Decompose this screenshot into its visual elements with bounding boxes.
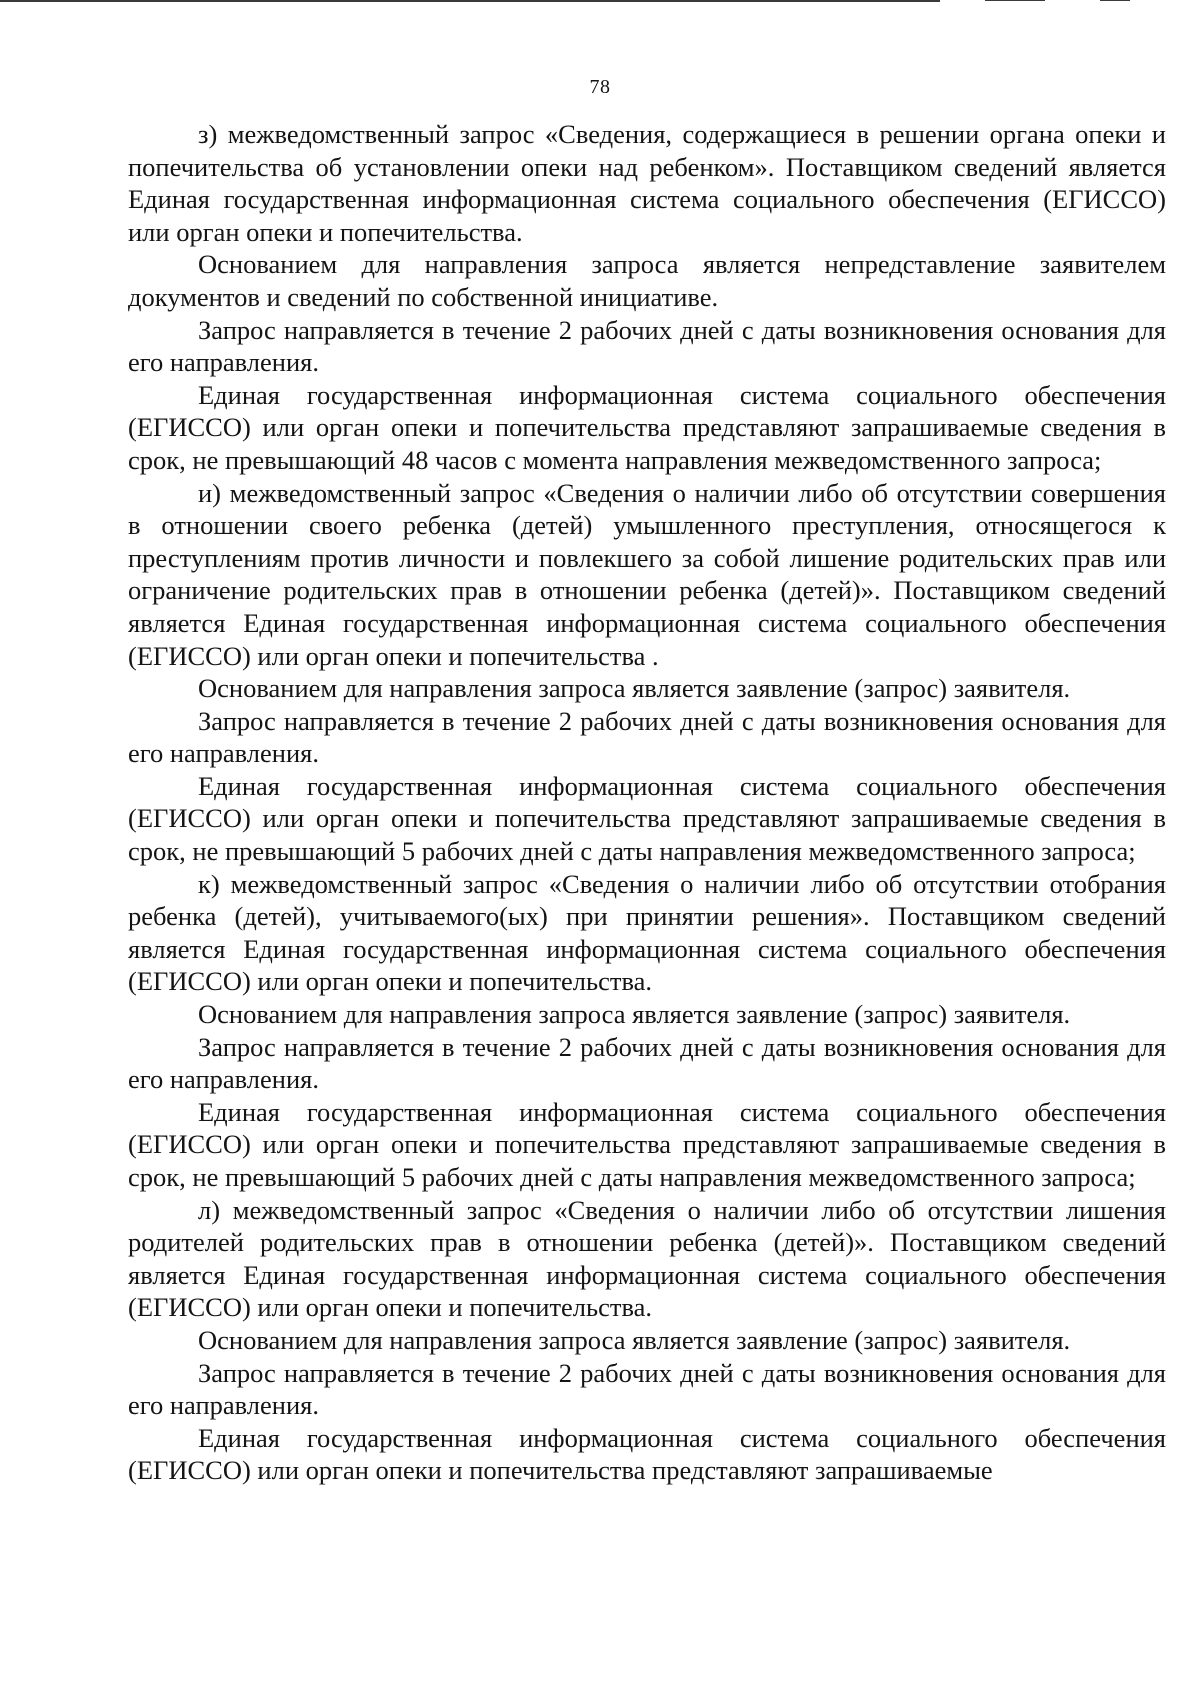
- scan-border-line: [985, 0, 1045, 1]
- paragraph-deadline: Запрос направляется в течение 2 рабочих дней с даты возникновения основания для его направления.: [128, 1357, 1166, 1421]
- scan-border-line: [0, 0, 940, 2]
- paragraph-deadline: Запрос направляется в течение 2 рабочих дней с даты возникновения основания для его направления.: [128, 314, 1166, 378]
- paragraph-response-term: Единая государственная информационная система социального обеспечения (ЕГИССО) или орган опеки и попечительства представляют запрашиваемые сведения в срок, не превышающий 5 рабочих дней с даты направления межведомственного запроса;: [128, 770, 1166, 867]
- paragraph-item-k: к) межведомственный запрос «Сведения о наличии либо об отсутствии отобрания ребенка (детей), учитываемого(ых) при принятии решения». Поставщиком сведений является Единая государственная информационная система социального обеспечения (ЕГИССО) или орган опеки и попечительства.: [128, 868, 1166, 997]
- document-body: [128, 118, 1166, 1487]
- paragraph-item-i: и) межведомственный запрос «Сведения о наличии либо об отсутствии совершения в отношении своего ребенка (детей) умышленного преступления, относящегося к преступлениям против личности и повлекшего за собой лишение родительских прав или ограничение родительских прав в отношении ребенка (детей)». Поставщиком сведений является Единая государственная информационная система социального обеспечения (ЕГИССО) или орган опеки и попечительства .: [128, 477, 1166, 671]
- paragraph-basis: Основанием для направления запроса является заявление (запрос) заявителя.: [198, 999, 1071, 1030]
- paragraph-response-term: Единая государственная информационная система социального обеспечения (ЕГИССО) или орган опеки и попечительства представляют запрашиваемые сведения в срок, не превышающий 48 часов с момента направления межведомственного запроса;: [128, 379, 1166, 475]
- paragraph-deadline: Запрос направляется в течение 2 рабочих дней с даты возникновения основания для его направления.: [128, 1031, 1166, 1095]
- page-number: 78: [589, 76, 611, 98]
- paragraph-basis: Основанием для направления запроса является непредставление заявителем документов и сведений по собственной инициативе.: [128, 249, 1166, 312]
- paragraph-basis: Основанием для направления запроса является заявление (запрос) заявителя.: [198, 673, 1071, 704]
- paragraph-item-l: л) межведомственный запрос «Сведения о наличии либо об отсутствии лишения родителей родительских прав в отношении ребенка (детей)». Поставщиком сведений является Единая государственная информационная система социального обеспечения (ЕГИССО) или орган опеки и попечительства.: [128, 1194, 1166, 1323]
- paragraph-deadline: Запрос направляется в течение 2 рабочих дней с даты возникновения основания для его направления.: [128, 705, 1166, 769]
- scan-border-line: [1100, 0, 1130, 1]
- paragraph-item-z: з) межведомственный запрос «Сведения, содержащиеся в решении органа опеки и попечительства об установлении опеки над ребенком». Поставщиком сведений является Единая государственная информационная система социального обеспечения (ЕГИССО) или орган опеки и попечительства.: [128, 119, 1166, 247]
- paragraph-response-term: Единая государственная информационная система социального обеспечения (ЕГИССО) или орган опеки и попечительства представляют запрашиваемые: [128, 1422, 1166, 1486]
- paragraph-response-term: Единая государственная информационная система социального обеспечения (ЕГИССО) или орган опеки и попечительства представляют запрашиваемые сведения в срок, не превышающий 5 рабочих дней с даты направления межведомственного запроса;: [128, 1096, 1166, 1192]
- paragraph-basis: Основанием для направления запроса является заявление (запрос) заявителя.: [198, 1324, 1071, 1355]
